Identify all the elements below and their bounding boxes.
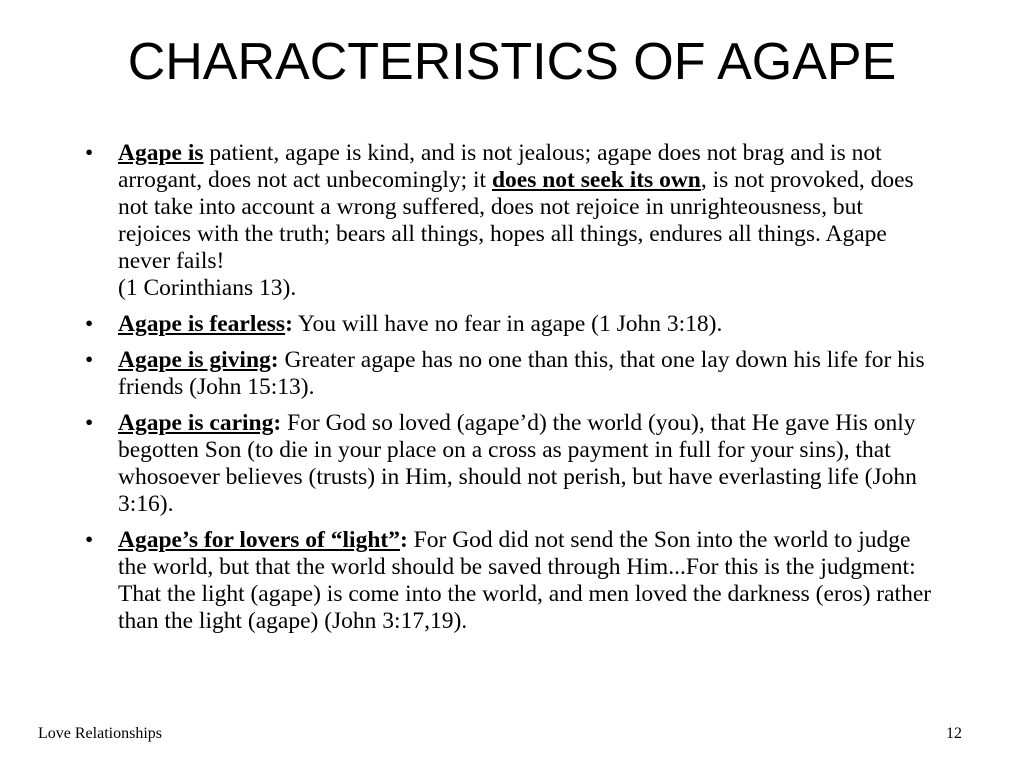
bullet-item xyxy=(85,311,938,338)
bullet-text: For God did not send the Son into the world to judge the world, but that the world should be saved through Him...For this is the judgment: That the light (agape) is come into the world, and men loved the darkness (eros) rather than the light (agape) (John 3:17,19). xyxy=(118,527,932,634)
bullet-text: Greater agape has no one than this, that one lay down his life for his friends (John 15:13). xyxy=(118,347,925,400)
page-number: 12 xyxy=(946,725,962,742)
slide-title: CHARACTERISTICS OF AGAPE xyxy=(127,33,897,91)
bullet-item xyxy=(85,347,938,401)
bullet-text: For God so loved (agape’d) the world (you), that He gave His only begotten Son (to die in your place on a cross as payment in full for your sins), that whosoever believes (trusts) in Him, should not perish, but have everlasting life (John 3:16). xyxy=(118,410,917,517)
bullet-colon: : xyxy=(399,527,408,553)
bullet-colon: : xyxy=(273,410,282,436)
bullet-text: You will have no fear in agape (1 John 3:18). xyxy=(292,311,723,337)
bullet-keyword: Agape is fearless xyxy=(118,311,286,337)
bullet-keyword: Agape is giving xyxy=(118,347,271,373)
bullet-keyword-inline: does not seek its own xyxy=(491,167,701,193)
bullet-keyword: Agape is xyxy=(118,140,204,166)
bullet-item xyxy=(85,527,938,635)
bullet-list xyxy=(85,140,938,644)
bullet-text-continued: , is not provoked, does not take into account a wrong suffered, does not rejoice in unrighteousness, but rejoices with the truth; bears all things, hopes all things, endures all things. Agape never fails! xyxy=(118,167,914,274)
bullet-marker: • xyxy=(85,347,94,373)
bullet-marker: • xyxy=(85,410,94,436)
bullet-keyword: Agape’s for lovers of “light” xyxy=(118,527,400,553)
bullet-marker: • xyxy=(85,311,94,337)
footer-text: Love Relationships xyxy=(38,725,162,742)
bullet-marker: • xyxy=(85,140,94,166)
bullet-keyword: Agape is caring xyxy=(118,410,274,436)
bullet-text: patient, agape is kind, and is not jealous; agape does not brag and is not arrogant, does not act unbecomingly; it xyxy=(118,140,882,193)
bullet-item xyxy=(85,410,938,518)
bullet-marker: • xyxy=(85,527,94,553)
bullet-item xyxy=(85,140,938,302)
bullet-colon: : xyxy=(285,311,293,337)
bullet-reference: (1 Corinthians 13). xyxy=(118,275,297,301)
bullet-colon: : xyxy=(270,347,279,373)
